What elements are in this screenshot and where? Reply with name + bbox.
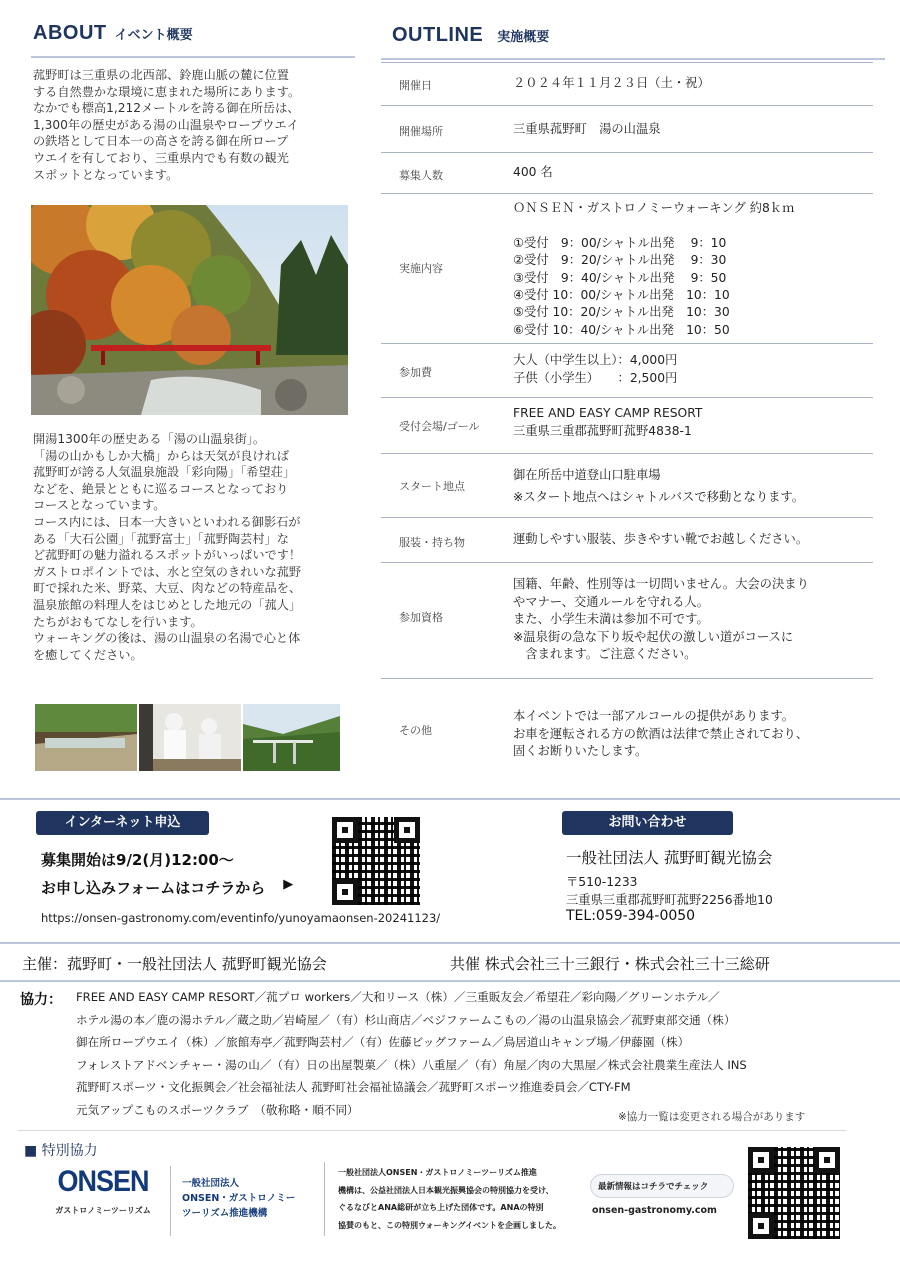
about-intro-line: 菰野町は三重県の北西部、鈴鹿山脈の麓に位置 xyxy=(33,68,289,82)
about-body-line: 菰野町が誇る人気温泉施設「彩向陽」「希望荘」 xyxy=(33,465,296,480)
section-divider xyxy=(0,980,900,982)
special-org-line: ツーリズム推進機構 xyxy=(182,1208,268,1219)
about-intro xyxy=(33,67,355,183)
site-qr-code[interactable] xyxy=(748,1147,840,1239)
contact-pill: お問い合わせ xyxy=(562,811,733,835)
apply-form-text[interactable]: お申し込みフォームはコチラから xyxy=(41,879,266,897)
about-body xyxy=(33,431,355,663)
about-body-line: コースとなっています。 xyxy=(33,498,166,513)
logo-divider xyxy=(170,1166,171,1236)
outline-row xyxy=(381,453,873,517)
outline-row-label: その他 xyxy=(399,724,432,737)
contact-zip: 〒510-1233 xyxy=(566,875,638,889)
outline-row-value: 三重県菰野町 湯の山温泉 xyxy=(513,122,661,136)
onsen-bath-photo xyxy=(35,704,137,771)
special-org-line: 一般社団法人 xyxy=(182,1178,240,1189)
cohost: 共催 株式会社三十三銀行・株式会社三十三総研 xyxy=(450,955,770,973)
onsen-logo xyxy=(48,1166,158,1216)
autumn-gorge-photo xyxy=(31,205,348,415)
special-desc-line: 一般社団法人ONSEN・ガストロノミーツーリズム推進 xyxy=(338,1168,537,1177)
about-body-line: ある「大石公園」「菰野富士」「菰野陶芸村」な xyxy=(33,531,289,546)
about-title-en: ABOUT xyxy=(33,22,107,44)
about-body-line: ど菰野町の魅力溢れるスポットがいっぱいです！ xyxy=(33,548,302,563)
outline-row-value: ２０２４年１１月２３日（土・祝） xyxy=(513,76,710,90)
section-divider xyxy=(0,798,900,800)
organizer: 主催：菰野町・一般社団法人 菰野町観光協会 xyxy=(22,955,327,973)
section-divider xyxy=(0,942,900,944)
about-body-line: 開湯1300年の歴史ある「湯の山温泉街」。 xyxy=(33,432,266,446)
cooperation-list xyxy=(76,986,876,1122)
outline-divider xyxy=(381,58,885,60)
outline-row-label: 開催日 xyxy=(399,79,432,92)
outline-row-value: ＯＮＳＥＮ・ガストロノミーウォーキング 約8ｋｍ ①受付 9：00/シャトル出発 9：10 ②受付 9：20/シャトル出発 9：30 ③受付 9：40/シャトル出発 9：50 ④受付 10：00/シャトル出発 10：10 ⑤受付 10：20/シャトル出発 10：30 ⑥受付 10：40/シャトル出発 10：50 xyxy=(513,201,795,337)
check-text: 最新情報はコチラでチェック xyxy=(598,1182,709,1192)
about-body-line: ウォーキングの後は、湯の山温泉の名湯で心と体 xyxy=(33,631,301,646)
chefs-cooking-photo xyxy=(139,704,241,771)
mountain-bridge-photo xyxy=(243,704,340,771)
outline-row xyxy=(381,397,873,453)
outline-row-value: 国籍、年齢、性別等は一切問いません。大会の決まり やマナー、交通ルールを守れる人。 また、小学生未満は参加不可です。 ※温泉街の急な下り坂や起伏の激しい道がコースに 含まれます。ご注意ください。 xyxy=(513,577,809,662)
outline-row xyxy=(381,193,873,343)
special-desc-line: 機構は、公益社団法人日本観光振興協会の特別協力を受け、 xyxy=(338,1185,554,1195)
special-description xyxy=(338,1164,561,1234)
outline-title-jp: 実施概要 xyxy=(497,30,550,45)
cooperation-note: ※協力一覧は変更される場合があります xyxy=(618,1111,806,1123)
apply-pill: インターネット申込 xyxy=(36,811,209,835)
outline-row xyxy=(381,517,873,562)
outline-row xyxy=(381,678,873,778)
about-body-line: 温泉旅館の料理人をはじめとした地元の「菰人」 xyxy=(33,597,302,612)
special-org xyxy=(182,1176,295,1221)
site-url[interactable]: onsen-gastronomy.com xyxy=(592,1205,717,1216)
about-intro-line: なかでも標高1,212メートルを誇る御在所岳は、 xyxy=(33,101,300,116)
contact-org: 一般社団法人 菰野町観光協会 xyxy=(566,849,773,867)
outline-row-label: 参加費 xyxy=(399,366,432,379)
outline-row-label: 実施内容 xyxy=(399,262,443,275)
contact-address: 三重県三重郡菰野町菰野2256番地10 xyxy=(566,893,773,907)
about-divider xyxy=(31,56,355,58)
outline-heading xyxy=(392,24,549,47)
outline-row-label: 参加資格 xyxy=(399,611,443,624)
about-heading xyxy=(33,22,193,45)
outline-row-label: 服装・持ち物 xyxy=(399,536,465,549)
cooperation-line: ホテル湯の本／鹿の湯ホテル／蔵之助／岩崎屋／（有）杉山商店／ベジファームこもの／湯の山温泉協会／菰野東部交通（株） xyxy=(76,1012,736,1027)
outline-row xyxy=(381,562,873,678)
about-body-line: ガストロポイントでは、水と空気のきれいな菰野 xyxy=(33,564,302,579)
outline-title-en: OUTLINE xyxy=(392,24,484,46)
about-body-line: たちがおもてなしを行います。 xyxy=(33,614,203,629)
cooperation-line: フォレストアドベンチャー・湯の山／（有）日の出屋製菓／（株）八重屋／（有）角屋／肉の大黒屋／株式会社農業生産法人 INS xyxy=(76,1057,747,1072)
section-divider xyxy=(18,1130,846,1131)
cooperation-line: 菰野町スポーツ・文化振興会／社会福祉法人 菰野町社会福祉協議会／菰野町スポーツ推進委員会／CTY-FM xyxy=(76,1080,631,1095)
outline-row xyxy=(381,343,873,397)
outline-row-value: 御在所岳中道登山口駐車場 ※スタート地点へはシャトルバスで移動となります。 xyxy=(513,468,805,504)
contact-tel[interactable]: TEL:059-394-0050 xyxy=(566,908,696,924)
special-desc-line: 協賛のもと、この特別ウォーキングイベントを企画しました。 xyxy=(338,1220,562,1230)
cooperation-line: 元気アップこものスポーツクラブ （敬称略・順不同） xyxy=(76,1102,359,1117)
about-body-line: 「湯の山かもしか大橋」からは天気が良ければ xyxy=(33,448,289,463)
outline-row-label: 募集人数 xyxy=(399,169,443,182)
outline-row xyxy=(381,152,873,193)
outline-row-value: 大人（中学生以上）：4,000円 子供（小学生） ：2,500円 xyxy=(513,353,678,385)
about-body-line: 町で採れた米、野菜、大豆、肉などの特産品を、 xyxy=(33,581,302,596)
apply-qr-code[interactable] xyxy=(332,817,420,905)
about-body-line: コース内には、日本一大きいといわれる御影石が xyxy=(33,514,301,529)
about-intro-line: の鉄塔として日本一の高さを誇る御在所ロープ xyxy=(33,134,289,149)
outline-row-value: 400 名 xyxy=(513,165,553,179)
apply-start-text: 募集開始は9/2(月)12:00〜 xyxy=(41,851,234,869)
about-body-line: などを、絶景とともに巡るコースとなっており xyxy=(33,481,289,496)
outline-row-value: 本イベントでは一部アルコールの提供があります。 お車を運転される方の飲酒は法律で禁止されており、 固くお断りいたします。 xyxy=(513,709,809,759)
arrow-right-icon: ▶ xyxy=(283,877,294,892)
outline-row-label: スタート地点 xyxy=(399,480,465,493)
cooperation-label: 協力： xyxy=(20,992,62,1008)
desc-divider xyxy=(324,1162,325,1236)
outline-row-label: 開催場所 xyxy=(399,125,443,138)
apply-url[interactable]: https://onsen-gastronomy.com/eventinfo/yunoyamaonsen-20241123/ xyxy=(41,911,441,925)
onsen-logo-sub: ガストロノミーツーリズム xyxy=(55,1206,151,1215)
about-title-jp: イベント概要 xyxy=(114,28,193,43)
onsen-logo-word: ONSEN xyxy=(57,1164,149,1198)
about-intro-line: ウエイを有しており、三重県内でも有数の観光 xyxy=(33,150,289,165)
about-body-line: を癒してください。 xyxy=(33,647,143,662)
cooperation-line: FREE AND EASY CAMP RESORT／菰プロ workers／大和リース（株）／三重販友会／希望荘／彩向陽／グリーンホテル／ xyxy=(76,990,720,1004)
about-intro-line: する自然豊かな環境に恵まれた場所にあります。 xyxy=(33,84,301,99)
about-intro-line: スポットとなっています。 xyxy=(33,167,179,182)
outline-row-value: FREE AND EASY CAMP RESORT 三重県三重郡菰野町菰野4838-1 xyxy=(513,406,703,438)
about-intro-line: 1,300年の歴史がある湯の山温泉やロープウエイ xyxy=(33,117,299,132)
special-heading: ■ 特別協力 xyxy=(24,1143,98,1159)
outline-row xyxy=(381,62,873,105)
outline-row xyxy=(381,105,873,152)
cooperation-line: 御在所ロープウエイ（株）／旅館寿亭／菰野陶芸村／（有）佐藤ビッグファーム／鳥居道山キャンプ場／伊藤園（株） xyxy=(76,1035,690,1050)
special-desc-line: ぐるなびとANA総研が立ち上げた団体です。ANAの特別 xyxy=(338,1203,544,1212)
outline-row-label: 受付会場/ゴール xyxy=(399,420,480,433)
apply-form-link[interactable] xyxy=(41,877,293,898)
outline-row-value: 運動しやすい服装、歩きやすい靴でお越しください。 xyxy=(513,532,809,546)
special-org-line: ONSEN・ガストロノミー xyxy=(182,1193,296,1204)
